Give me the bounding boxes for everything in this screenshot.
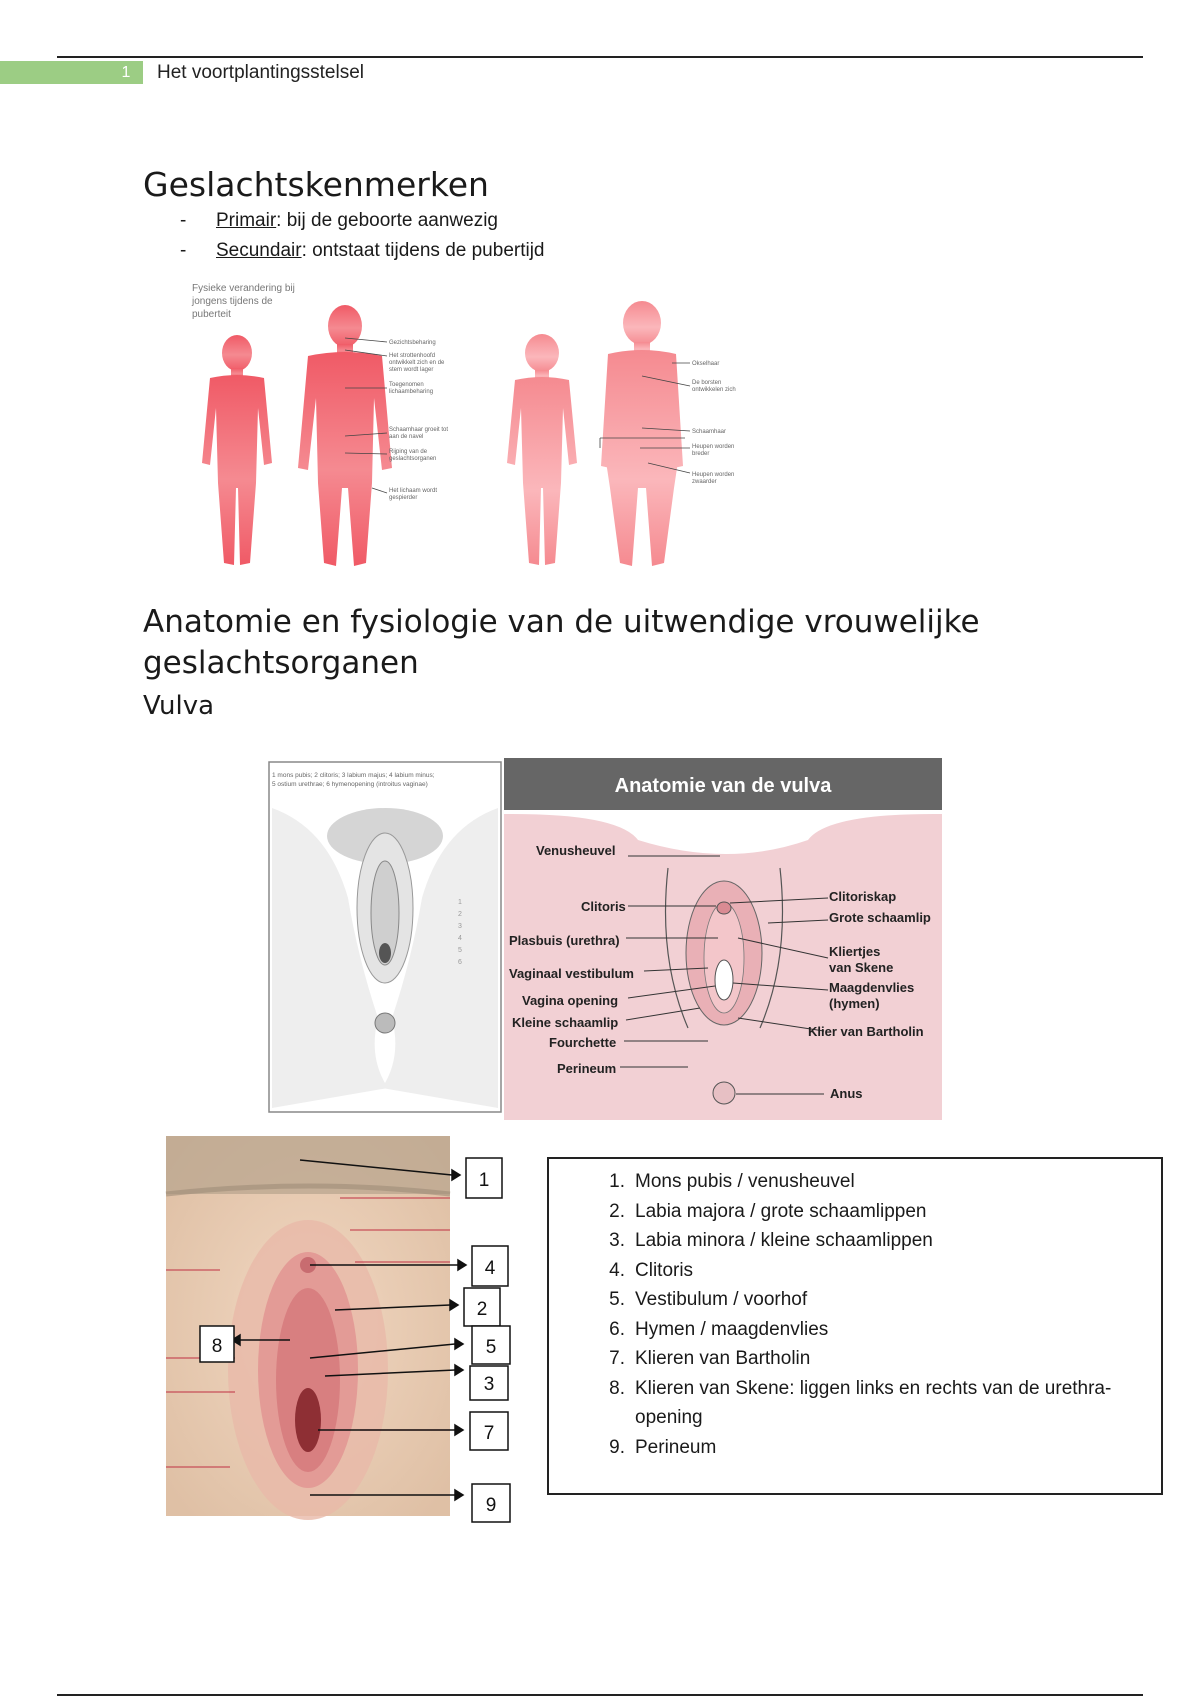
numbered-list-box	[547, 1157, 1163, 1495]
callout-7: 7	[483, 1423, 495, 1444]
label-clitoriskap: Clitoriskap	[829, 889, 897, 904]
callout-8: 8	[211, 1336, 223, 1357]
boy-caption-line-3: puberteit	[192, 309, 231, 320]
numbered-list	[599, 1167, 1159, 1462]
label-fourchette: Fourchette	[549, 1035, 617, 1050]
label-klier-van-bartholin: Klier van Bartholin	[808, 1024, 924, 1039]
callout-9: 9	[485, 1495, 497, 1516]
boy-label-organs: Rijping van de geslachtsorganen	[389, 449, 437, 462]
chapter-number: 1	[121, 64, 131, 81]
vulva-photo-figure	[150, 1130, 520, 1530]
callout-3: 3	[483, 1374, 495, 1395]
bullet-term: Primair	[216, 210, 277, 231]
girl-label-pubic-hair: Schaamhaar	[692, 429, 727, 435]
list-item: 6. Hymen / maagdenvlies	[609, 1318, 829, 1340]
label-venusheuvel: Venusheuvel	[536, 843, 616, 858]
label-kliertjes: Kliertjes	[829, 944, 881, 959]
girl-child-figure	[507, 334, 577, 565]
callout-1: 1	[478, 1170, 490, 1191]
label-anus: Anus	[830, 1086, 863, 1101]
boy-label-larynx: Het strottenhoofd ontwikkelt zich en de stem wordt lager	[389, 353, 445, 373]
label-maagdenvlies: Maagdenvlies	[829, 980, 915, 995]
sketch-number-3: 3	[458, 923, 462, 930]
callout-4: 4	[484, 1258, 496, 1279]
boy-label-facial-hair: Gezichtsbeharing	[389, 340, 436, 346]
sketch-number-1: 1	[458, 899, 462, 906]
section-title-geslachtskenmerken: Geslachtskenmerken	[143, 165, 489, 204]
list-item: 7. Klieren van Bartholin	[609, 1348, 811, 1369]
boy-label-body-hair: Toegenomen lichaambeharing	[389, 382, 434, 395]
label-plasbuis: Plasbuis (urethra)	[509, 933, 620, 948]
list-item: 3. Labia minora / kleine schaamlippen	[609, 1230, 933, 1251]
list-item: 8. Klieren van Skene: liggen links en rechts van de urethra-	[609, 1377, 1112, 1399]
label-van-skene: van Skene	[829, 960, 894, 975]
boy-label-muscles: Het lichaam wordt gespierder	[389, 488, 438, 501]
list-item: 4. Clitoris	[609, 1259, 694, 1281]
footer-rule	[57, 1694, 1143, 1696]
sketch-number-4: 4	[458, 935, 462, 942]
callout-5: 5	[485, 1337, 497, 1358]
label-vaginaal-vestibulum: Vaginaal vestibulum	[509, 966, 634, 981]
list-item: 1. Mons pubis / venusheuvel	[609, 1171, 855, 1192]
label-hymen: (hymen)	[829, 996, 880, 1011]
girl-label-hips-heavier: Heupen worden zwaarder	[692, 472, 735, 485]
sketch-number-6: 6	[458, 959, 462, 966]
list-item: 9. Perineum	[609, 1436, 717, 1458]
girl-label-breasts: De borsten ontwikkelen zich	[692, 380, 736, 393]
label-perineum: Perineum	[557, 1061, 617, 1076]
bullet-term: Secundair	[216, 240, 302, 261]
header-rule	[57, 56, 1143, 58]
bullet-text: : ontstaat tijdens de pubertijd	[301, 240, 545, 261]
diagram-title: Anatomie van de vulva	[614, 775, 832, 797]
bullet-primair: - Primair: bij de geboorte aanwezig	[180, 210, 498, 231]
boy-caption-line-2: jongens tijdens de	[192, 296, 273, 307]
sketch-caption-line-1: 1 mons pubis; 2 clitoris; 3 labium majus; 4 labium minus;	[272, 772, 435, 779]
label-clitoris: Clitoris	[581, 899, 626, 914]
label-vagina-opening: Vagina opening	[522, 993, 619, 1008]
boy-caption-line-1: Fysieke verandering bij	[192, 283, 295, 294]
list-item: 2. Labia majora / grote schaamlippen	[609, 1200, 927, 1222]
section-title-anatomie: Anatomie en fysiologie van de uitwendige vrouwelijke geslachtsorganen	[143, 604, 980, 681]
list-item: 5. Vestibulum / voorhof	[609, 1289, 808, 1310]
vulva-anatomy-figure	[268, 758, 942, 1120]
girl-label-armpit-hair: Okselhaar	[692, 361, 720, 367]
sketch-number-2: 2	[458, 911, 462, 918]
girl-adult-figure	[601, 301, 683, 566]
sketch-caption-line-2: 5 ostium urethrae; 6 hymenopening (introitus vaginae)	[272, 781, 428, 788]
label-kleine-schaamlip: Kleine schaamlip	[512, 1015, 619, 1030]
boy-adult-figure	[298, 305, 392, 566]
subsection-title-vulva: Vulva	[143, 691, 215, 721]
vulva-sketch-panel	[269, 762, 501, 1112]
bullet-text: : bij de geboorte aanwezig	[276, 210, 498, 231]
puberty-figure	[180, 278, 780, 578]
label-grote-schaamlip: Grote schaamlip	[829, 910, 931, 925]
sketch-number-5: 5	[458, 947, 462, 954]
bullet-secundair: - Secundair: ontstaat tijdens de pubertijd	[180, 240, 545, 261]
girl-label-hips-wider: Heupen worden breder	[692, 444, 735, 457]
callout-2: 2	[476, 1299, 488, 1320]
boy-child-figure	[202, 335, 272, 565]
header-title: Het voortplantingsstelsel	[157, 62, 364, 83]
vulva-labelled-panel	[504, 758, 942, 1120]
list-item-continuation: opening	[635, 1407, 703, 1428]
boy-label-pubic-hair: Schaamhaar groeit tot aan de navel	[389, 427, 449, 440]
